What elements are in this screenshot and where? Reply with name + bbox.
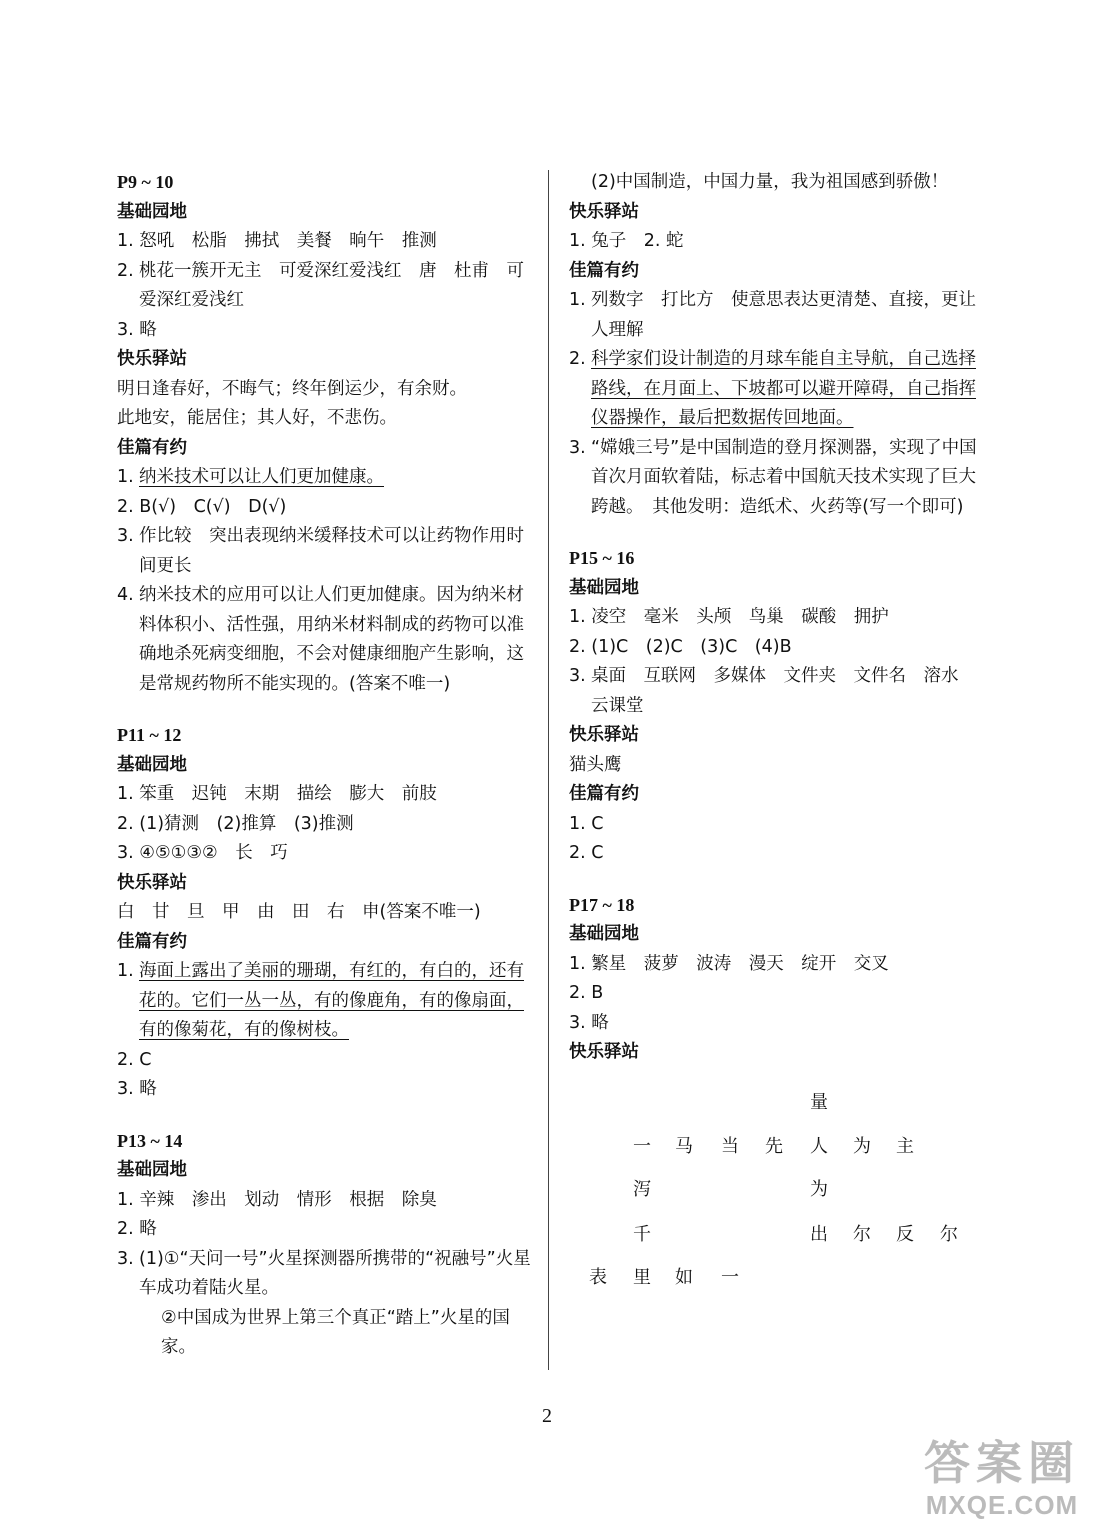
crossword-cell: 表 <box>589 1266 607 1288</box>
section-heading: 基础园地 <box>117 1160 187 1180</box>
item-number: 3. <box>569 666 586 686</box>
item-text: 科学家们设计制造的月球车能自主导航，自己选择路线，在月面上、下坡都可以避开障碍，自己指挥仪器操作，最后把数据传回地面。 <box>591 349 976 428</box>
crossword-cell: 为 <box>853 1135 871 1157</box>
answer-line: 3. 略 <box>117 1079 157 1099</box>
crossword-cell: 为 <box>810 1178 828 1200</box>
page-range-heading: P13 ~ 14 <box>117 1130 183 1151</box>
crossword-cell: 反 <box>896 1223 914 1245</box>
right-column <box>569 168 984 1298</box>
item-number: 3. <box>569 437 586 458</box>
item-text: (1)①“天问一号”火星探测器所携带的“祝融号”火星车成功着陆火星。 <box>139 1248 531 1298</box>
answer-line: 3. ④⑤①③② 长 巧 <box>117 843 288 863</box>
answer-item <box>569 662 984 721</box>
answer-line: 此地安，能居住；其人好，不悲伤。 <box>117 408 397 428</box>
page-range-heading: P17 ~ 18 <box>569 894 635 915</box>
item-text: 纳米技术的应用可以让人们更加健康。因为纳米材料体积小、活性强，用纳米材料制成的药物可以准确地杀死病变细胞，不会对健康细胞产生影响，这是常规药物所不能实现的。(答案不唯一) <box>139 585 524 694</box>
item-number: 2. <box>569 349 586 369</box>
answer-item <box>569 286 984 345</box>
item-number: 4. <box>117 585 134 605</box>
crossword-cell: 先 <box>765 1135 783 1157</box>
item-text: 作比较 突出表现纳米缓释技术可以让药物作用时间更长 <box>139 526 524 576</box>
answer-line: 1. 辛辣 渗出 划动 情形 根据 除臭 <box>117 1189 437 1210</box>
page-number: 2 <box>542 1405 552 1427</box>
crossword-cell: 当 <box>721 1135 739 1157</box>
section-heading: 佳篇有约 <box>569 260 639 281</box>
answer-line: 2. B(√) C(√) D(√) <box>117 496 287 517</box>
crossword-cell: 出 <box>810 1223 828 1245</box>
watermark-logo <box>924 1436 1080 1520</box>
item-text: 桃花一簇开无主 可爱深红爱浅红 唐 杜甫 可爱深红爱浅红 <box>139 260 524 310</box>
answer-line: 1. 怒吼 松脂 拂拭 美餐 晌午 推测 <box>117 231 437 251</box>
watermark-title: 答案圈 <box>924 1437 1080 1489</box>
section-heading: 基础园地 <box>117 201 187 222</box>
item-text: 列数字 打比方 使意思表达更清楚、直接，更让人理解 <box>591 290 976 340</box>
crossword-cell: 泻 <box>633 1178 651 1200</box>
crossword-cell: 马 <box>675 1135 693 1157</box>
answer-line: 1. 繁星 菠萝 波涛 漫天 绽开 交叉 <box>569 953 889 974</box>
answer-line: 明日逢春好，不晦气；终年倒运少，有余财。 <box>117 378 467 399</box>
answer-line: 1. 笨重 迟钝 末期 描绘 膨大 前肢 <box>117 784 437 804</box>
answer-line: 2. B <box>569 983 604 1003</box>
item-number: 1. <box>117 961 134 981</box>
crossword-cell: 量 <box>810 1091 828 1113</box>
answer-item <box>569 434 984 523</box>
answer-line: 2. C <box>117 1049 152 1070</box>
answer-line: 猫头鹰 <box>569 754 622 775</box>
answer-line: 1. 凌空 毫米 头颅 鸟巢 碳酸 拥护 <box>569 607 889 627</box>
item-number: 3. <box>117 526 134 546</box>
answer-item <box>117 957 537 1046</box>
item-text: ②中国成为世界上第三个真正“踏上”火星的国家。 <box>161 1307 510 1357</box>
item-number: 2. <box>117 260 134 281</box>
crossword-cell: 人 <box>810 1135 828 1157</box>
section-heading: 快乐驿站 <box>117 349 187 369</box>
column-divider <box>548 170 549 1370</box>
section-heading: 快乐驿站 <box>569 725 639 745</box>
answer-item <box>117 257 537 316</box>
answer-line: 白 甘 旦 甲 由 田 右 申(答案不唯一) <box>117 902 481 922</box>
answer-item <box>117 1304 537 1363</box>
item-number: 1. <box>117 467 134 487</box>
section-heading: 基础园地 <box>569 577 639 598</box>
item-text: 海面上露出了美丽的珊瑚，有红的，有白的，还有花的。它们一丛一丛，有的像鹿角，有的像扇面，有的像菊花，有的像树枝。 <box>139 961 524 1040</box>
idiom-crossword <box>569 1068 984 1298</box>
answer-line: (2)中国制造，中国力量，我为祖国感到骄傲！ <box>591 172 949 192</box>
crossword-cell: 尔 <box>940 1223 958 1245</box>
crossword-cell: 如 <box>675 1266 693 1288</box>
page-range-heading: P9 ~ 10 <box>117 172 174 192</box>
crossword-cell: 一 <box>633 1135 651 1157</box>
answer-item <box>117 581 537 699</box>
crossword-cell: 一 <box>721 1266 739 1288</box>
section-heading: 基础园地 <box>117 754 187 775</box>
section-heading: 佳篇有约 <box>117 437 187 458</box>
answer-line: 2. C <box>569 843 604 863</box>
item-text: “嫦娥三号”是中国制造的登月探测器，实现了中国首次月面软着陆，标志着中国航天技术实现了巨大跨越。 其他发明：造纸术、火药等(写一个即可) <box>591 437 977 517</box>
answer-line: 1. 兔子 2. 蛇 <box>569 231 684 251</box>
answer-item <box>569 345 984 434</box>
item-text: 桌面 互联网 多媒体 文件夹 文件名 溶水 云课堂 <box>591 666 976 716</box>
answer-line: 2. (1)C (2)C (3)C (4)B <box>569 636 792 657</box>
watermark-url: MXQE.COM <box>925 1490 1079 1520</box>
answer-line: 1. C <box>569 813 604 834</box>
left-column <box>117 168 537 1363</box>
section-heading: 佳篇有约 <box>569 784 639 804</box>
page-range-heading: P15 ~ 16 <box>569 548 635 568</box>
answer-line: 2. 略 <box>117 1219 157 1239</box>
section-heading: 快乐驿站 <box>569 1042 639 1062</box>
item-number: 3. <box>117 1248 134 1269</box>
answer-line: 2. (1)猜测 (2)推算 (3)推测 <box>117 813 354 834</box>
section-heading: 快乐驿站 <box>117 872 187 893</box>
page-range-heading: P11 ~ 12 <box>117 725 182 745</box>
answer-line: 3. 略 <box>117 319 157 340</box>
section-heading: 佳篇有约 <box>117 931 187 952</box>
answer-item <box>117 1245 537 1304</box>
crossword-cell: 里 <box>633 1266 651 1288</box>
item-text: 纳米技术可以让人们更加健康。 <box>139 467 384 487</box>
answer-item <box>117 463 537 493</box>
crossword-cell: 尔 <box>853 1223 871 1245</box>
section-heading: 基础园地 <box>569 924 639 944</box>
answer-line: 3. 略 <box>569 1012 609 1033</box>
answer-item <box>117 522 537 581</box>
section-heading: 快乐驿站 <box>569 201 639 222</box>
crossword-cell: 主 <box>896 1135 914 1157</box>
crossword-cell: 千 <box>633 1223 651 1245</box>
item-number: 1. <box>569 290 586 310</box>
